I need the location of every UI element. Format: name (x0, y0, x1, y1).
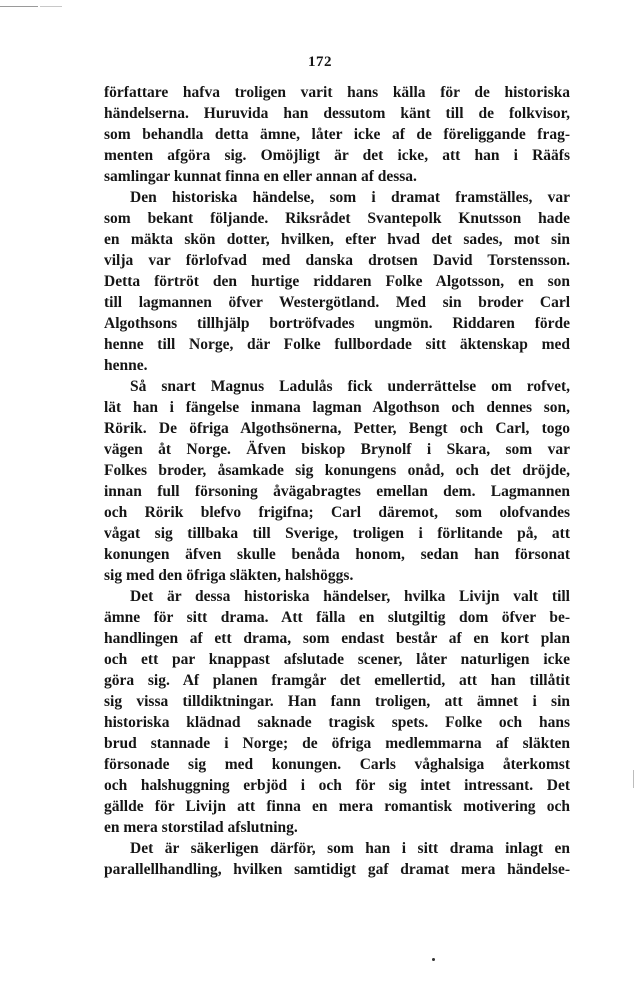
text-line: menten afgöra sig. Omöjligt är det icke, att han i Rääfs (104, 147, 570, 164)
text-line: innan full försoning åvägabragtes emellan dem. Lagmannen (104, 483, 570, 500)
text-line: vägen åt Norge. Äfven biskop Brynolf i Skara, som var (104, 441, 570, 458)
body-text (104, 82, 570, 880)
paragraph-start-line: Det är dessa historiska händelser, hvilka Livijn valt till (130, 588, 570, 605)
text-line: lät han i fängelse inmana lagman Algothson och dennes son, (104, 399, 570, 416)
text-line: handlingen af ett drama, som endast består af en kort plan (104, 630, 570, 647)
text-line: vågat sig tillbaka till Sverige, troligen i förlitande på, att (104, 525, 570, 542)
text-line: sig vissa tilldiktningar. Han fann troligen, att ämnet i sin (104, 693, 570, 710)
text-line: försonade sig med konungen. Carls våghalsiga återkomst (104, 756, 570, 773)
text-line: en mäkta skön dotter, hvilken, efter hvad det sades, mot sin (104, 231, 570, 248)
paragraph-start-line: Det är säkerligen därför, som han i sitt drama inlagt en (130, 840, 570, 857)
text-line: som behandla detta ämne, låter icke af de föreliggande frag- (104, 126, 570, 143)
text-line: en mera storstilad afslutning. (104, 819, 298, 836)
text-line: och halshuggning erbjöd i och för sig intet intressant. Det (104, 777, 570, 794)
text-line: historiska klädnad saknade tragisk spets. Folke och hans (104, 714, 570, 731)
text-line: Rörik. De öfriga Algothsönerna, Petter, Bengt och Carl, togo (104, 420, 570, 437)
ink-speck (432, 958, 435, 961)
text-line: till lagmannen öfver Westergötland. Med sin broder Carl (104, 294, 570, 311)
paragraph-start-line: Så snart Magnus Ladulås fick underrättelse om rofvet, (130, 378, 570, 395)
top-edge-rule (0, 6, 38, 7)
text-line: ämne för sitt drama. Att fälla en slutgiltig dom öfver be- (104, 609, 570, 626)
text-line: och Rörik blefvo frigifna; Carl däremot, som olofvandes (104, 504, 570, 521)
paragraph-start-line: Den historiska händelse, som i dramat framställes, var (130, 189, 570, 206)
text-line: konungen äfven skulle benåda honom, sedan han försonat (104, 546, 570, 563)
text-line: gällde för Livijn att finna en mera romantisk motivering och (104, 798, 570, 815)
text-line: händelserna. Huruvida han dessutom känt till de folkvisor, (104, 105, 570, 122)
text-line: och ett par knappast afslutade scener, låter naturligen icke (104, 651, 570, 668)
top-edge-rule-faint (40, 6, 62, 7)
text-line: sig med den öfriga släkten, halshöggs. (104, 567, 354, 584)
text-line: Folkes broder, åsamkade sig konungens onåd, och det dröjde, (104, 462, 570, 479)
text-line: som bekant följande. Riksrådet Svantepolk Knutsson hade (104, 210, 570, 227)
page-number: 172 (308, 54, 332, 70)
text-line: författare hafva troligen varit hans källa för de historiska (104, 84, 570, 101)
text-line: Algothsons tillhjälp bortröfvades ungmön. Riddaren förde (104, 315, 570, 332)
text-line: göra sig. Af planen framgår det emellertid, att han tillåtit (104, 672, 570, 689)
text-line: vilja var förlofvad med danska drotsen David Torstensson. (104, 252, 570, 269)
text-line: Detta förtröt den hurtige riddaren Folke Algotsson, en son (104, 273, 570, 290)
text-line: brud stannade i Norge; de öfriga medlemmarna af släkten (104, 735, 570, 752)
text-line: samlingar kunnat finna en eller annan af dessa. (104, 168, 417, 185)
text-line: henne till Norge, där Folke fullbordade sitt äktenskap med (104, 336, 570, 353)
margin-mark (633, 770, 634, 788)
text-line: henne. (104, 357, 148, 374)
text-line: parallellhandling, hvilken samtidigt gaf dramat mera händelse- (104, 861, 570, 878)
